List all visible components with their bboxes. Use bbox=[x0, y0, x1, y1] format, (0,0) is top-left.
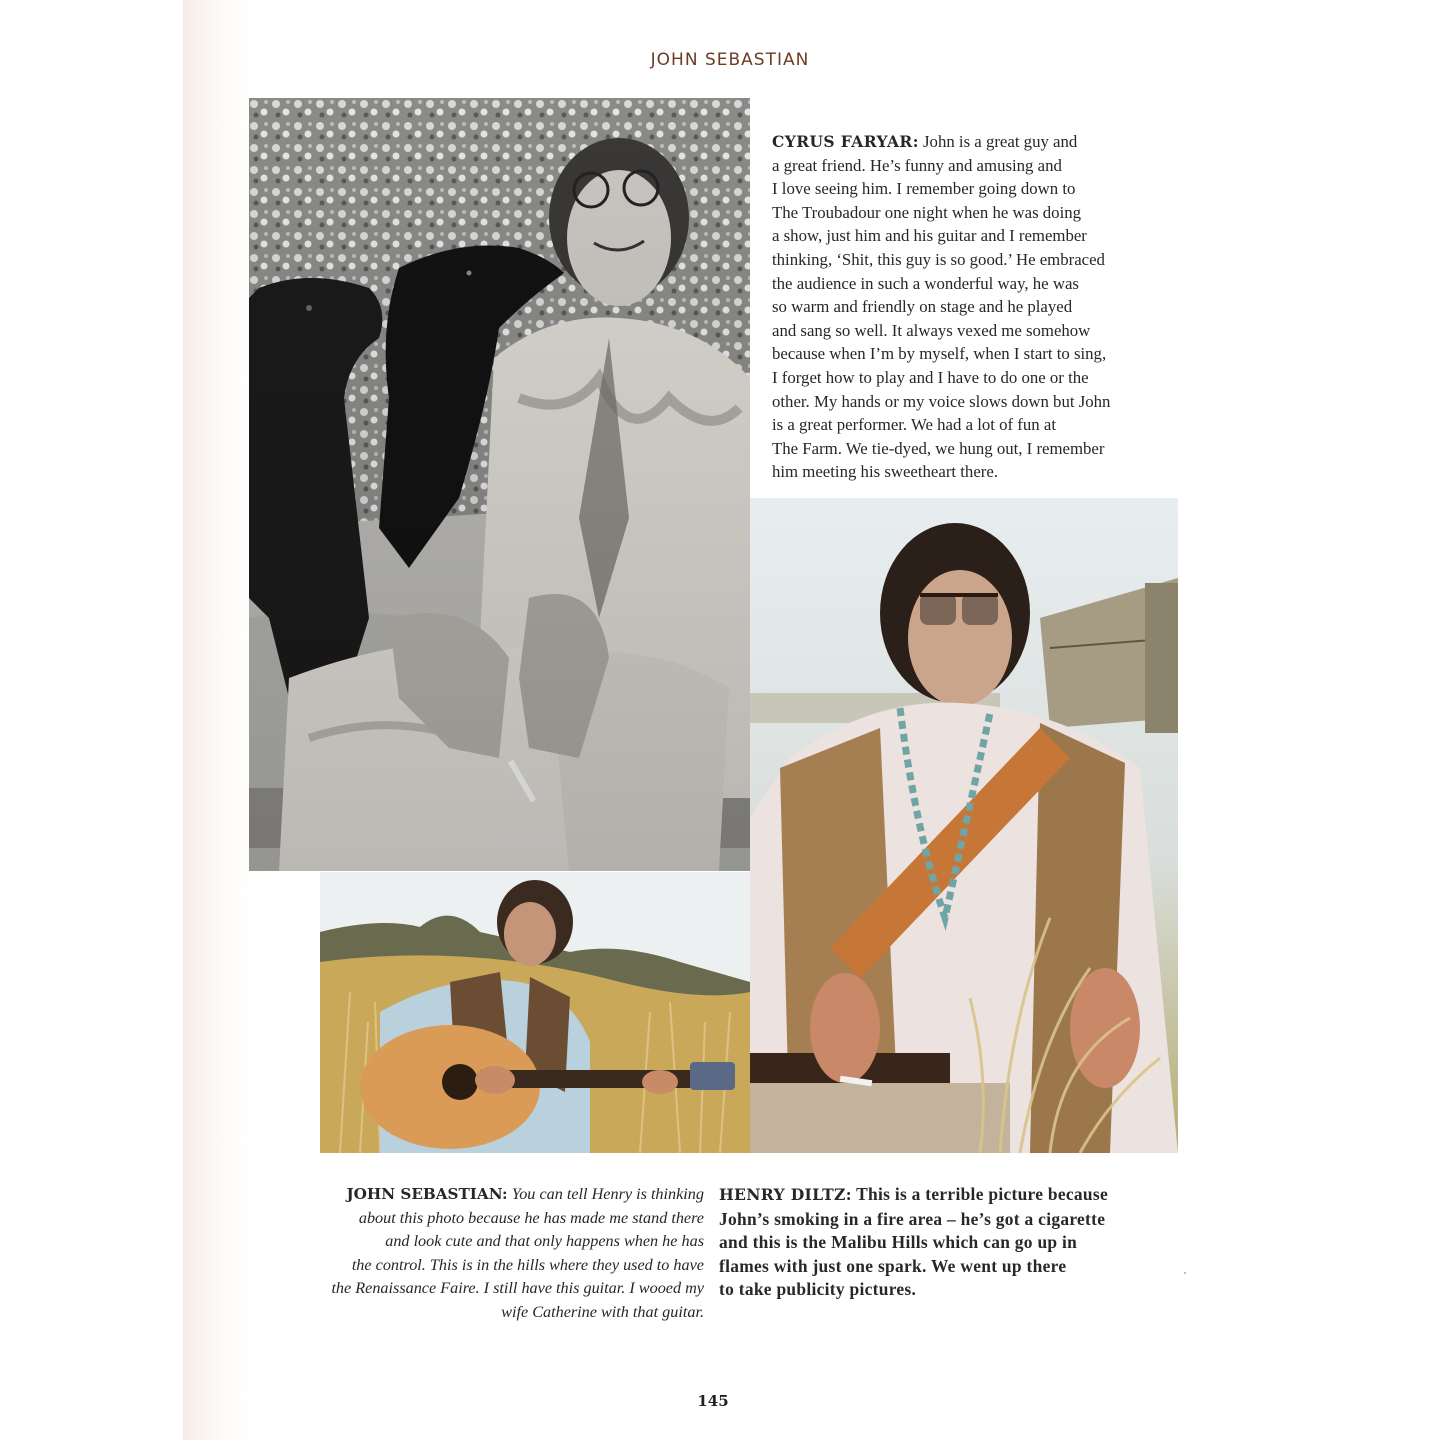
quote-line: and this is the Malibu Hills which can go up in bbox=[719, 1232, 1078, 1253]
quote-line: the control. This is in the hills where they used to have bbox=[351, 1255, 704, 1274]
quote-line: other. My hands or my voice slows down but John bbox=[772, 391, 1111, 411]
outer-margin bbox=[0, 0, 183, 1445]
quote-john-sebastian bbox=[240, 1183, 704, 1325]
quote-line: flames with just one spark. We went up there bbox=[719, 1255, 1067, 1276]
quote-cyrus-faryar bbox=[772, 130, 1192, 484]
quote-line: the Renaissance Faire. I still have this guitar. I wooed my bbox=[331, 1279, 704, 1298]
quote-henry-diltz bbox=[719, 1183, 1189, 1302]
running-head: JOHN SEBASTIAN bbox=[650, 50, 810, 70]
quote-line: the audience in such a wonderful way, he was bbox=[772, 273, 1079, 293]
photo-color-guitar-hills bbox=[320, 872, 750, 1153]
quote-line: him meeting his sweetheart there. bbox=[772, 462, 999, 482]
quote-line: a great friend. He’s funny and amusing and bbox=[772, 155, 1062, 175]
speaker-name: CYRUS FARYAR: bbox=[772, 132, 919, 151]
speaker-name: HENRY DILTZ: bbox=[719, 1185, 852, 1204]
quote-line: HENRY DILTZ: This is a terrible picture because bbox=[719, 1184, 1108, 1204]
quote-line: because when I’m by myself, when I start to sing, bbox=[772, 344, 1107, 364]
quote-line: to take publicity pictures. bbox=[719, 1279, 917, 1300]
photo-color-portrait-fence bbox=[750, 498, 1178, 1153]
quote-line: CYRUS FARYAR: John is a great guy and bbox=[772, 132, 1078, 151]
quote-line: so warm and friendly on stage and he played bbox=[772, 297, 1073, 317]
quote-line: JOHN SEBASTIAN: You can tell Henry is thinking bbox=[346, 1185, 704, 1203]
quote-line: I love seeing him. I remember going down to bbox=[772, 179, 1076, 199]
speaker-name: JOHN SEBASTIAN: bbox=[346, 1185, 508, 1203]
quote-line: a show, just him and his guitar and I remember bbox=[772, 226, 1087, 246]
quote-line: I forget how to play and I have to do one or the bbox=[772, 367, 1089, 387]
quote-line: thinking, ‘Shit, this guy is so good.’ He embraced bbox=[772, 249, 1105, 269]
quote-line: and sang so well. It always vexed me somehow bbox=[772, 320, 1091, 340]
print-speck bbox=[1184, 1272, 1186, 1274]
quote-line: John’s smoking in a fire area – he’s got a cigarette bbox=[719, 1208, 1106, 1229]
quote-line: and look cute and that only happens when he has bbox=[385, 1232, 704, 1251]
quote-line: is a great performer. We had a lot of fun at bbox=[772, 415, 1056, 435]
quote-line: about this photo because he has made me stand there bbox=[358, 1208, 704, 1227]
page-number: 145 bbox=[697, 1392, 729, 1410]
quote-line: wife Catherine with that guitar. bbox=[501, 1302, 704, 1321]
quote-line: The Troubadour one night when he was doing bbox=[772, 202, 1082, 222]
quote-line: The Farm. We tie-dyed, we hung out, I remember bbox=[772, 438, 1105, 458]
photo-bw-portrait-with-dogs bbox=[249, 98, 750, 871]
